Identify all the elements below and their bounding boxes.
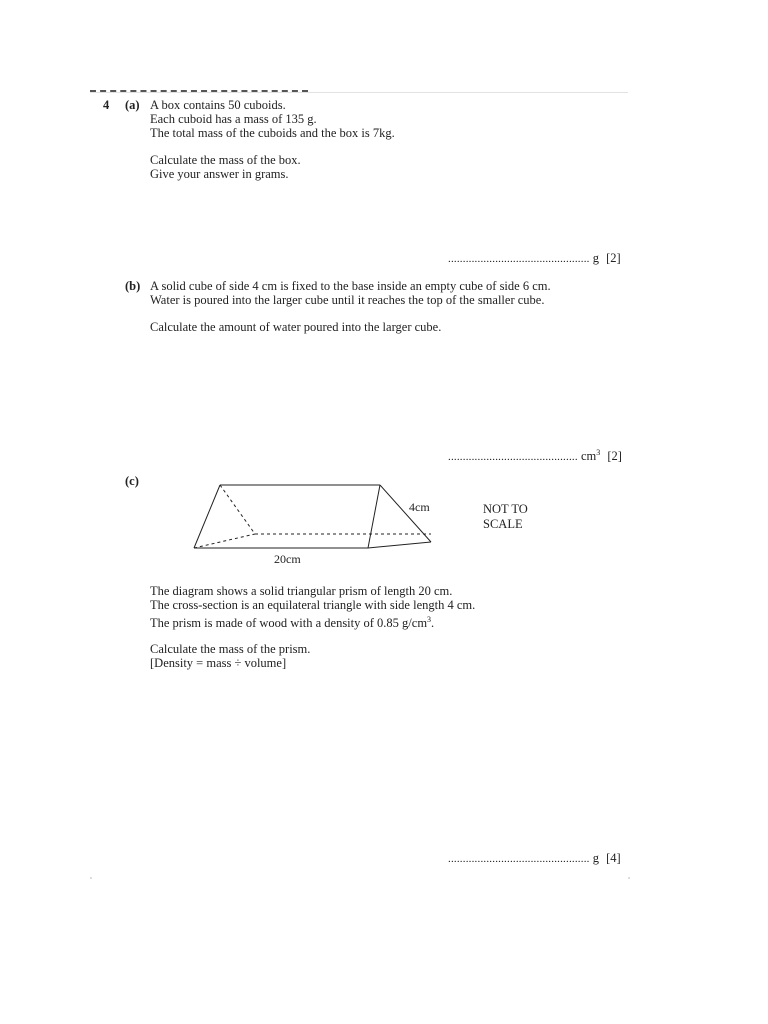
- answer-unit: g: [592, 851, 599, 865]
- answer-unit-superscript: 3: [596, 448, 601, 457]
- part-c-line-2: The cross-section is an equilateral triangle with side length 4 cm.: [150, 598, 476, 612]
- prism-back-left-edge: [368, 485, 380, 548]
- page-top-line: [90, 92, 628, 93]
- answer-dots: ................................................: [448, 853, 590, 865]
- prism-hidden-edge-1: [220, 485, 255, 534]
- part-c-label: (c): [125, 474, 139, 488]
- prism-front-left-edge: [194, 485, 220, 548]
- prism-hidden-edge-2: [194, 534, 255, 548]
- page-corner-mark-left: [90, 877, 92, 879]
- prism-diagram: [190, 482, 440, 554]
- question-number: 4: [103, 98, 110, 112]
- answer-unit: g: [592, 251, 599, 265]
- marks: [4]: [606, 851, 621, 865]
- part-a-line-1: A box contains 50 cuboids.: [150, 98, 286, 112]
- answer-dots: ............................................: [448, 451, 578, 464]
- part-b-line-1: A solid cube of side 4 cm is fixed to the base inside an empty cube of side 6 cm.: [150, 279, 551, 293]
- part-b-answer-line[interactable]: [448, 446, 622, 464]
- part-c-instruction-1: Calculate the mass of the prism.: [150, 642, 311, 656]
- part-c-answer-line[interactable]: [448, 851, 621, 866]
- answer-unit: cm: [580, 449, 597, 464]
- density-period: .: [431, 616, 435, 631]
- marks: [2]: [607, 449, 622, 464]
- page-corner-mark-right: [628, 877, 630, 879]
- part-a-instruction-1: Calculate the mass of the box.: [150, 153, 301, 167]
- part-b-label: (b): [125, 279, 141, 293]
- part-a-line-3: The total mass of the cuboids and the box is 7kg.: [150, 126, 395, 140]
- part-a-instruction-2: Give your answer in grams.: [150, 167, 289, 181]
- prism-back-base-edge: [368, 542, 431, 548]
- side-length-label: 4cm: [409, 500, 430, 514]
- density-text: The prism is made of wood with a density of 0.85 g/cm: [150, 616, 428, 631]
- not-to-scale-line-2: SCALE: [483, 517, 523, 531]
- part-b-instruction-1: Calculate the amount of water poured into the larger cube.: [150, 320, 442, 334]
- marks: [2]: [606, 251, 621, 265]
- not-to-scale-line-1: NOT TO: [483, 502, 528, 516]
- density-superscript: 3: [427, 615, 432, 624]
- part-c-instruction-2: [Density = mass ÷ volume]: [150, 656, 287, 670]
- part-c-line-3: [150, 613, 434, 630]
- length-label: 20cm: [274, 552, 301, 566]
- part-a-line-2: Each cuboid has a mass of 135 g.: [150, 112, 317, 126]
- part-a-answer-line[interactable]: [448, 251, 621, 266]
- answer-dots: ................................................: [448, 253, 590, 265]
- part-a-label: (a): [125, 98, 140, 112]
- part-b-line-2: Water is poured into the larger cube until it reaches the top of the smaller cube.: [150, 293, 545, 307]
- part-c-line-1: The diagram shows a solid triangular prism of length 20 cm.: [150, 584, 453, 598]
